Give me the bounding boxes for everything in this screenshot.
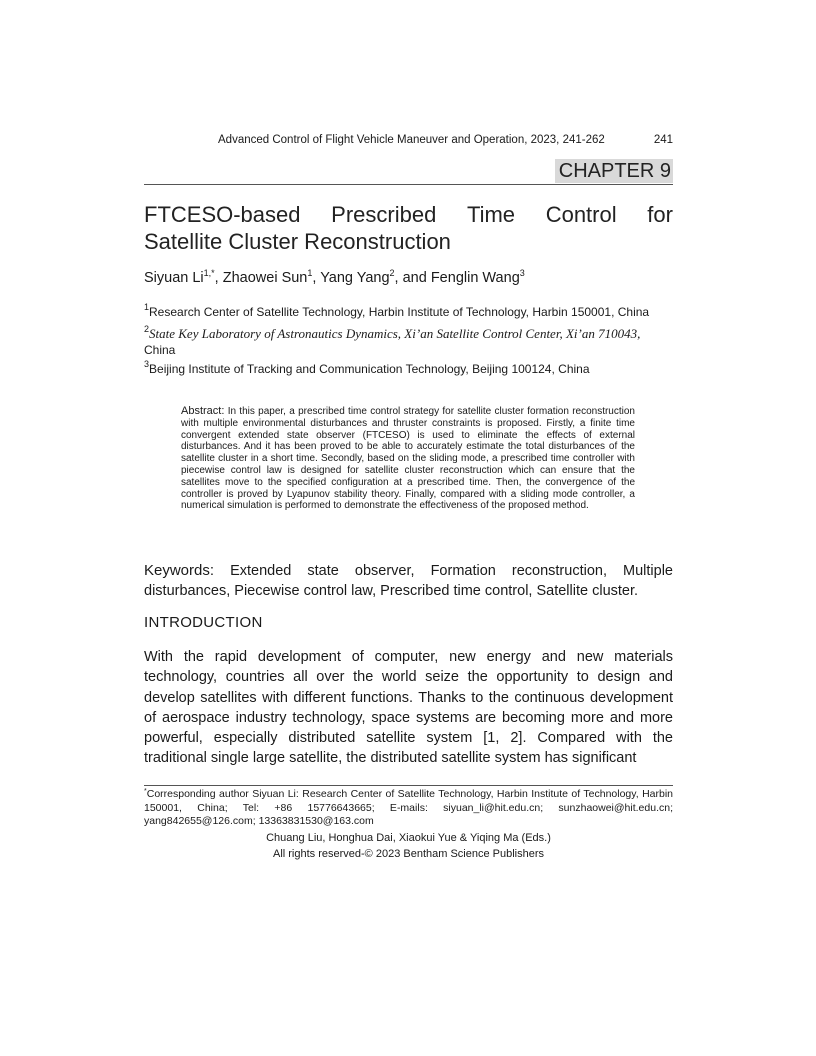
author-affiliation-mark: 1 <box>307 268 313 278</box>
footnote-mark: * <box>144 788 147 795</box>
keywords <box>144 561 673 601</box>
title-word: FTCESO-based <box>144 202 301 227</box>
affiliation-mark: 3 <box>144 359 150 369</box>
footnote-divider <box>144 785 673 786</box>
footnote <box>144 788 673 829</box>
abstract-label: Abstract: <box>181 405 225 417</box>
title-word: Prescribed <box>331 202 437 227</box>
affiliation-mark: 2 <box>144 324 150 334</box>
copyright-notice: All rights reserved-© 2023 Bentham Science Publishers <box>272 848 544 860</box>
affiliation-3 <box>144 361 673 377</box>
author-name: Zhaowei Sun <box>222 270 308 286</box>
affiliation-text: State Key Laboratory of Astronautics Dynamics, Xi’an Satellite Control Center, Xi’an 710043, <box>149 326 641 341</box>
author-separator: , and <box>394 270 431 286</box>
footnote-text: Research Center of Satellite Technology, Harbin Institute of Technology, Harbin 150001, China; Tel: +86 15776643665; E-mails: siyuan_li@hit.edu.cn; sunzhaowei@hit.edu.cn; yang842655@126.com; 13363831530@163.com <box>144 788 673 827</box>
page-number: 241 <box>653 134 673 146</box>
footnote-label: Corresponding author Siyuan Li: <box>146 788 299 800</box>
title-word: Time <box>466 202 516 227</box>
chapter-header <box>144 158 673 185</box>
author-separator: , <box>312 270 321 286</box>
author-list <box>144 269 525 287</box>
abstract-text: In this paper, a prescribed time control strategy for satellite cluster formation reconstruction with multiple environmental disturbances and thruster constraints is proposed. Firstly, a finite time convergent extended state observer (FTCESO) is used to eliminate the effects of external disturbances. And it has been proved to be able to accurately estimate the total disturbances of the satellite cluster in a short time. Secondly, based on the sliding mode, a prescribed time controller with piecewise control law is designed for satellite cluster reconstruction which can ensure that the satellites move to the specified configuration at a prescribed time. Then, the convergence of the controller is proved by Lyapunov stability theory. Finally, compared with a sliding mode controller, a numerical simulation is performed to demonstrate the effectiveness of the proposed method. <box>181 406 635 512</box>
title-word: Control <box>545 202 617 227</box>
author-affiliation-mark: 2 <box>389 268 395 278</box>
author-name: Siyuan Li <box>144 270 204 286</box>
title-word: for <box>647 202 673 227</box>
keywords-label: Keywords: <box>144 562 215 579</box>
section-heading: INTRODUCTION <box>144 614 263 631</box>
author-affiliation-mark: 1,* <box>203 268 215 278</box>
author-affiliation-mark: 3 <box>519 268 525 278</box>
title-line-2: Satellite Cluster Reconstruction <box>144 229 451 254</box>
affiliation-1 <box>144 304 673 320</box>
author-name: Fenglin Wang <box>430 270 520 286</box>
affiliation-text: Research Center of Satellite Technology, Harbin Institute of Technology, Harbin 150001, China <box>149 305 650 319</box>
abstract <box>181 406 635 512</box>
author-name: Yang Yang <box>320 270 390 286</box>
title-line-1 <box>144 201 673 228</box>
keywords-text: Extended state observer, Formation reconstruction, Multiple disturbances, Piecewise control law, Prescribed time control, Satellite cluster. <box>144 563 673 599</box>
intro-paragraph: With the rapid development of computer, new energy and new materials technology, countries all over the world seize the opportunity to design and develop satellites with different functions. Thanks to the continuous development of aerospace industry technology, space systems are becoming more and more powerful, especially distributed satellite system [1, 2]. Compared with the traditional single large satellite, the distributed satellite system has significant <box>144 649 673 767</box>
affiliation-country: China <box>144 343 176 357</box>
journal-citation: Advanced Control of Flight Vehicle Maneuver and Operation, 2023, 241-262 <box>218 134 605 146</box>
affiliation-text: Beijing Institute of Tracking and Communication Technology, Beijing 100124, China <box>149 362 590 376</box>
editors-credit: Chuang Liu, Honghua Dai, Xiaokui Yue & Yiqing Ma (Eds.) <box>266 832 551 844</box>
affiliation-2 <box>144 326 673 358</box>
running-head <box>218 133 673 147</box>
chapter-title <box>144 201 673 255</box>
author-separator: , <box>214 270 223 286</box>
affiliation-mark: 1 <box>144 302 150 312</box>
chapter-label: CHAPTER 9 <box>555 159 673 183</box>
